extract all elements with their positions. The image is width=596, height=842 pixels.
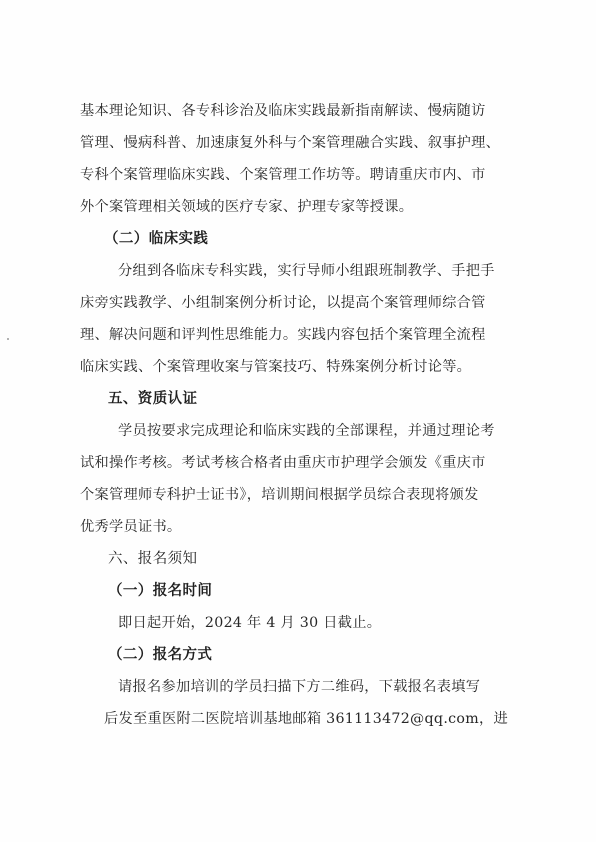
subheading-registration-method: （二）报名方式 [108,647,213,663]
paragraph-line: 优秀学员证书。 [80,519,182,535]
paragraph-line: 理、解决问题和评判性思维能力。实践内容包括个案管理全流程 [80,327,486,343]
paragraph-line: 即日起开始，2024 年 4 月 30 日截止。 [118,615,382,631]
paragraph-line: 基本理论知识、各专科诊治及临床实践最新指南解读、慢病随访 [80,103,486,119]
section-heading-certification: 五、资质认证 [108,391,198,407]
section-heading-clinical-practice: （二）临床实践 [104,231,209,247]
paragraph-line: 管理、慢病科普、加速康复外科与个案管理融合实践、叙事护理、 [80,135,501,151]
section-heading-registration-notice: 六、报名须知 [108,551,198,567]
paragraph-line: 外个案管理相关领域的医疗专家、护理专家等授课。 [80,199,414,215]
paragraph-line: 个案管理师专科护士证书》，培训期间根据学员综合表现将颁发 [80,487,479,503]
paragraph-line: 分组到各临床专科实践，实行导师小组跟班制教学、手把手 [118,263,495,279]
paragraph-line: 请报名参加培训的学员扫描下方二维码，下载报名表填写 [118,679,481,695]
subheading-registration-time: （一）报名时间 [108,583,213,599]
scan-speck [7,338,9,340]
paragraph-line: 试和操作考核。考试考核合格者由重庆市护理学会颁发《重庆市 [80,455,486,471]
paragraph-line: 专科个案管理临床实践、个案管理工作坊等。聘请重庆市内、市 [80,167,486,183]
paragraph-line: 床旁实践教学、小组制案例分析讨论，以提高个案管理师综合管 [80,295,486,311]
paragraph-line: 临床实践、个案管理收案与管案技巧、特殊案例分析讨论等。 [80,359,472,375]
paragraph-line: 后发至重医附二医院培训基地邮箱 361113472@qq.com，进 [104,711,508,727]
paragraph-line: 学员按要求完成理论和临床实践的全部课程，并通过理论考 [118,423,495,439]
